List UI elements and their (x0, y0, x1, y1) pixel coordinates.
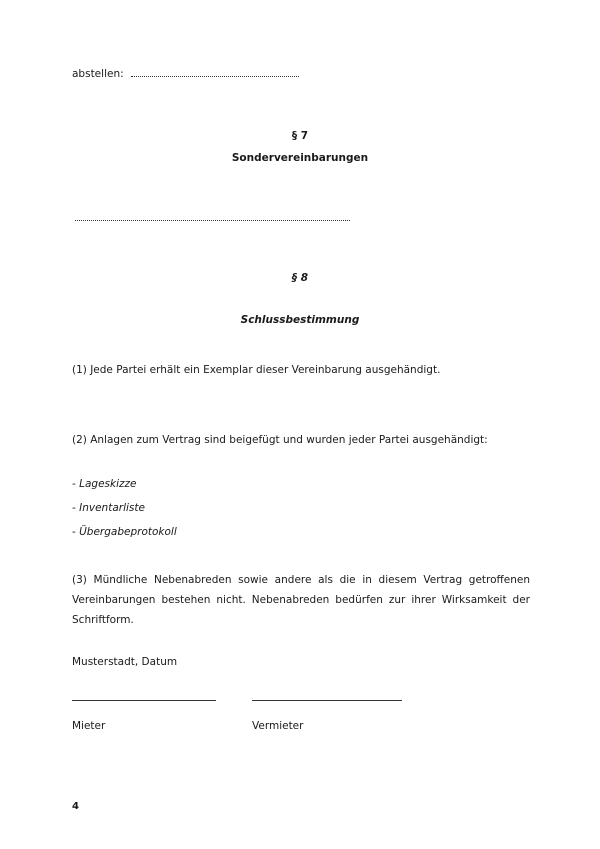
abstellen-label: abstellen: (72, 68, 124, 80)
section8-number: § 8 (291, 272, 309, 284)
annex-item: - Übergabeprotokoll (72, 526, 177, 538)
section7-number: § 7 (291, 130, 309, 142)
section8-para3: (3) Mündliche Nebenabreden sowie andere als die in diesem Vertrag getroffenen Vereinbarungen bestehen nicht. Nebenabreden bedürfen zur ihrer Wirksamkeit der Schriftform. (72, 574, 530, 626)
annex-item: - Lageskizze (72, 478, 137, 490)
annex-item: - Inventarliste (72, 502, 145, 514)
dotted-fill-line (131, 68, 299, 77)
page-number: 4 (72, 801, 79, 812)
section7-dotted-line (75, 212, 350, 224)
section8-para1: (1) Jede Partei erhält ein Exemplar dieser Vereinbarung ausgehändigt. (72, 364, 441, 376)
tenant-signature-line (72, 700, 216, 701)
section7-title: Sondervereinbarungen (231, 152, 369, 164)
abstellen-line (72, 68, 299, 80)
section8-title: Schlussbestimmung (240, 314, 360, 326)
landlord-signature-line (252, 700, 402, 701)
place-date: Musterstadt, Datum (72, 656, 178, 668)
landlord-label: Vermieter (252, 720, 304, 732)
tenant-label: Mieter (72, 720, 106, 732)
section8-para2: (2) Anlagen zum Vertrag sind beigefügt und wurden jeder Partei ausgehändigt: (72, 434, 488, 446)
